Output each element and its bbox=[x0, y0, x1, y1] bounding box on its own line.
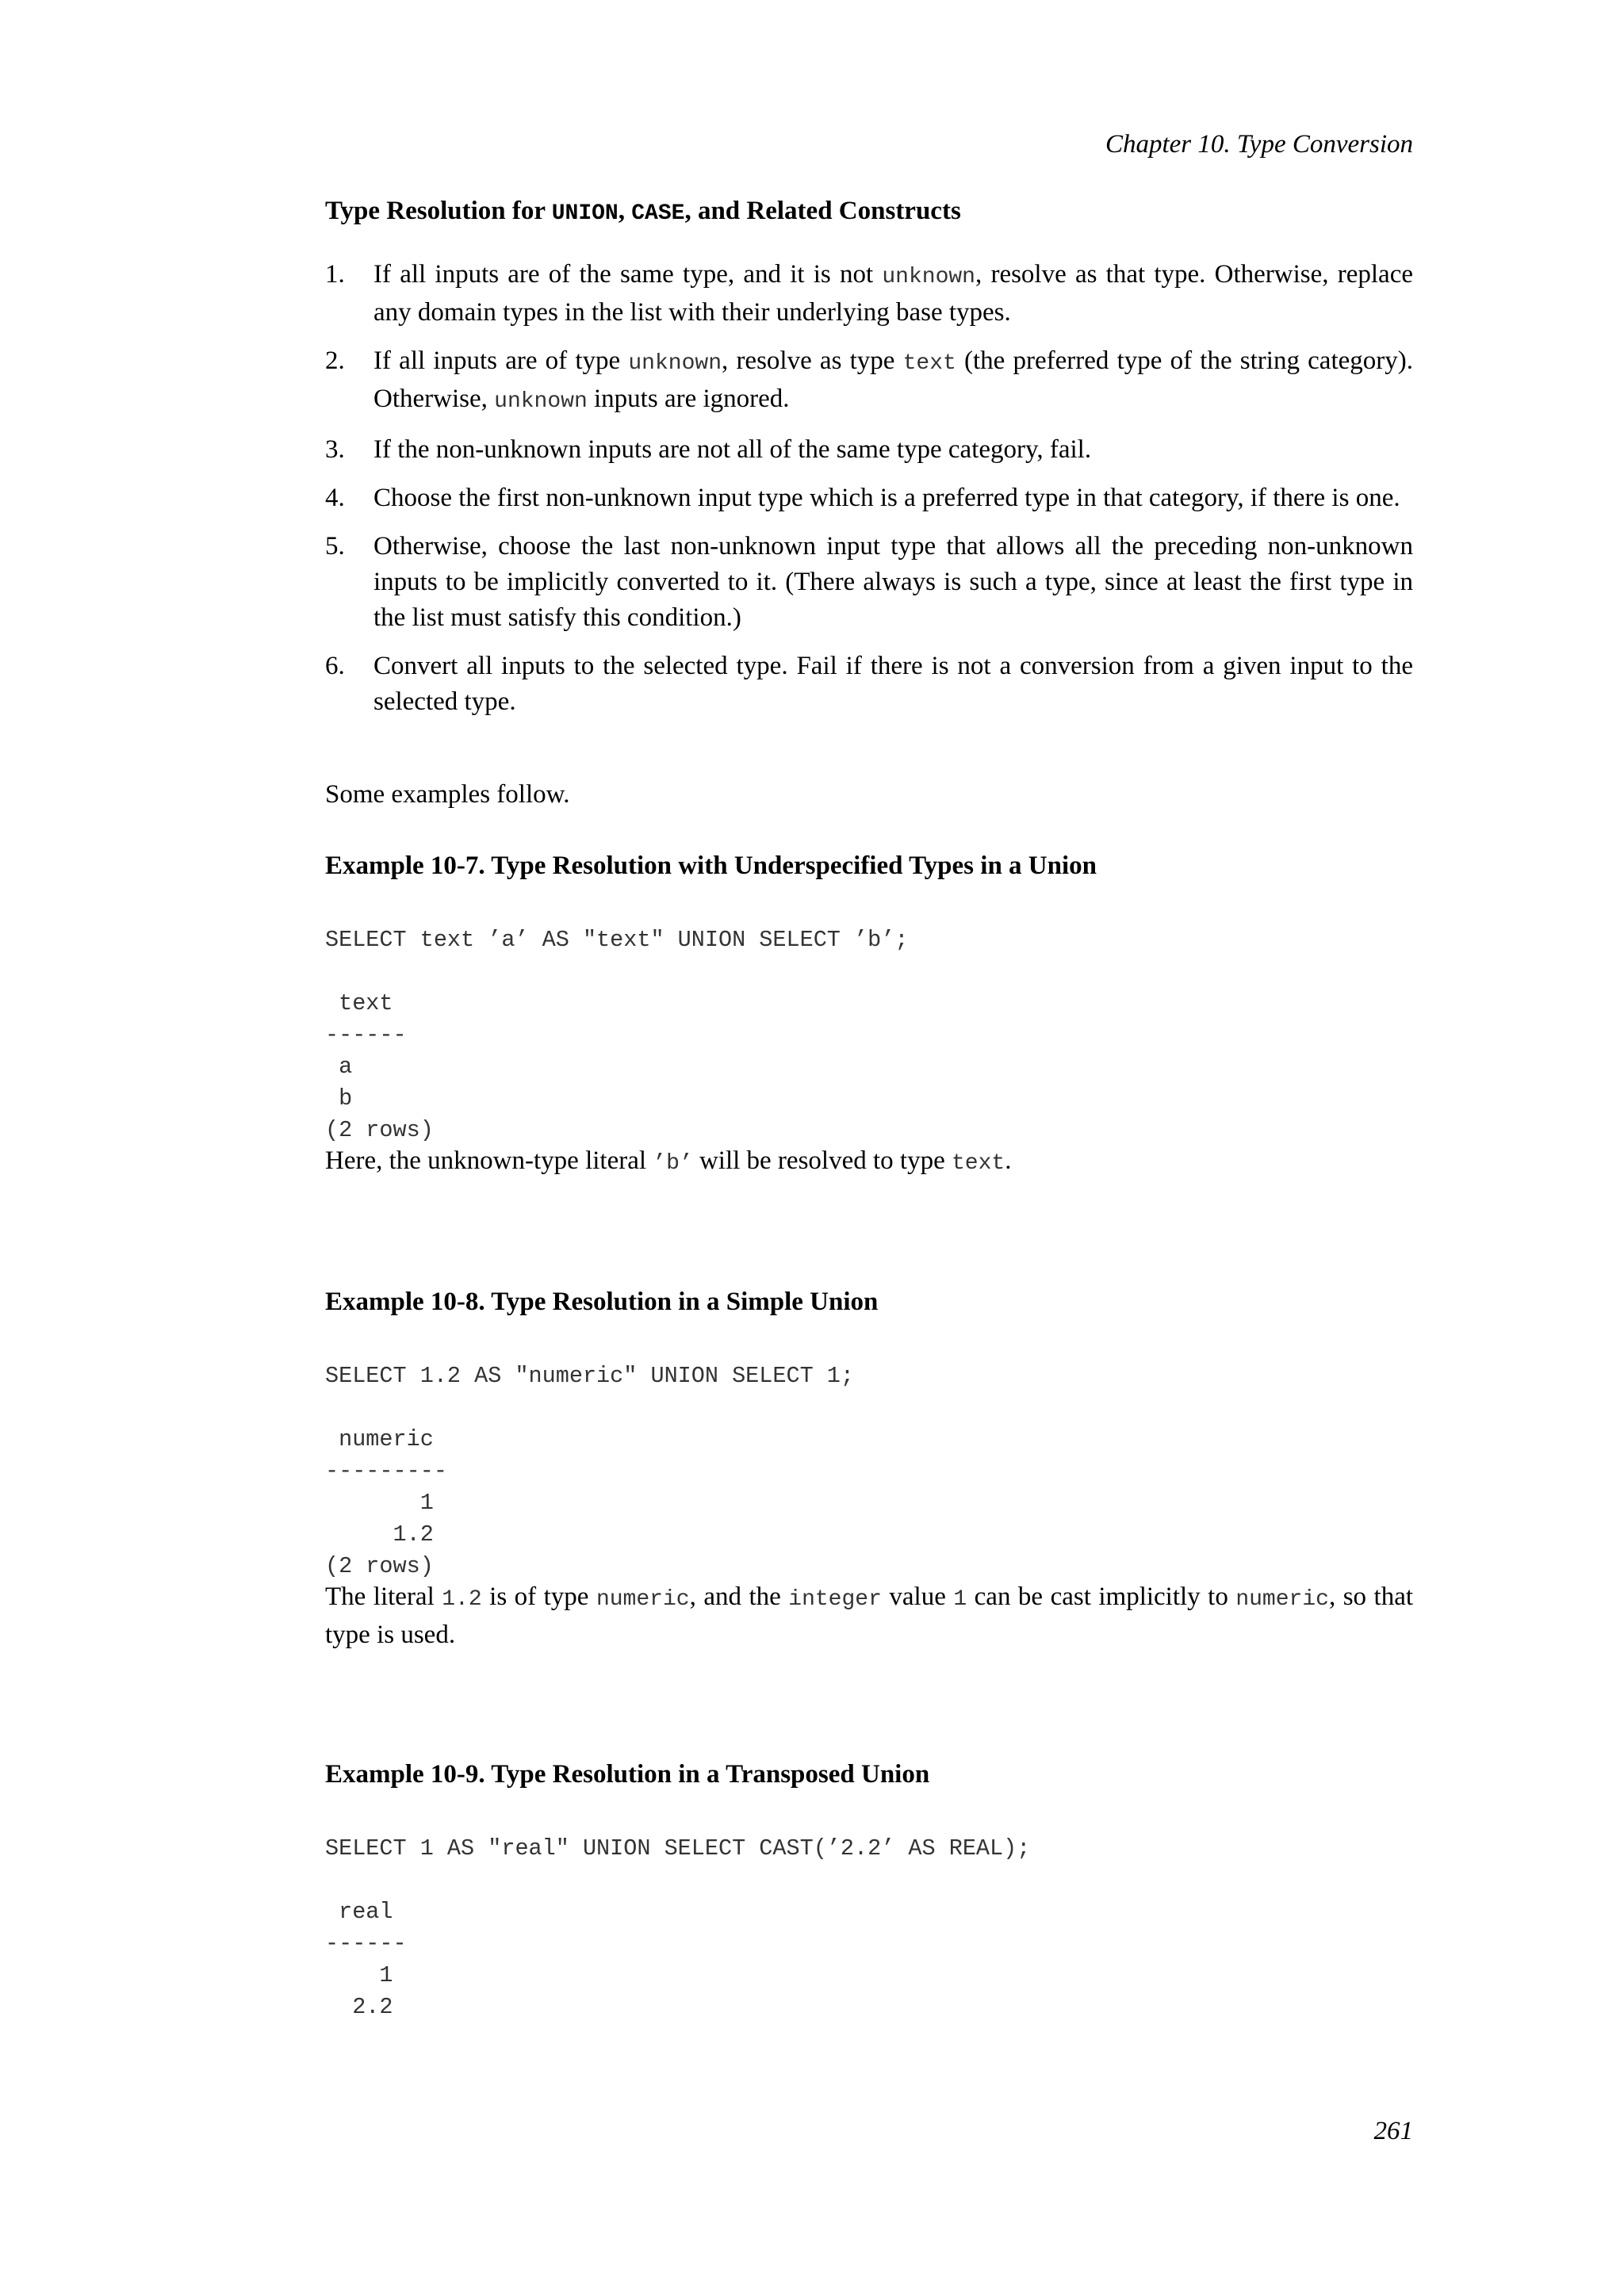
section-title-prefix: Type Resolution for bbox=[325, 197, 552, 225]
example-note bbox=[325, 1579, 1413, 1653]
example-title: Example 10-7. Type Resolution with Underspecified Types in a Union bbox=[325, 851, 1097, 880]
step-number: 4. bbox=[325, 484, 345, 512]
text-run: If all inputs are of the same type, and it is not bbox=[373, 260, 883, 289]
step-number: 6. bbox=[325, 652, 345, 680]
text-run: If the non-unknown inputs are not all of the same type category, fail. bbox=[373, 435, 1092, 464]
step-number: 2. bbox=[325, 346, 345, 375]
sql-query: SELECT 1.2 AS "numeric" UNION SELECT 1; bbox=[325, 1363, 855, 1389]
step-text bbox=[373, 260, 1413, 327]
inline-code: ’b’ bbox=[653, 1151, 693, 1176]
inline-code: unknown bbox=[628, 351, 722, 376]
query-result: real ------ 1 2.2 bbox=[325, 1899, 407, 2020]
text-run: can be cast implicitly to bbox=[967, 1582, 1236, 1611]
inline-code: text bbox=[951, 1151, 1005, 1176]
inline-code: text bbox=[902, 351, 956, 376]
section-title-suffix: , and Related Constructs bbox=[684, 197, 961, 225]
example-title: Example 10-8. Type Resolution in a Simple Union bbox=[325, 1288, 879, 1316]
text-run: , resolve as type bbox=[722, 346, 903, 375]
text-run: Here, the unknown-type literal bbox=[325, 1146, 653, 1175]
inline-code: 1.2 bbox=[442, 1587, 482, 1612]
step-item bbox=[325, 257, 1413, 331]
text-run: will be resolved to type bbox=[692, 1146, 952, 1175]
query-result: numeric --------- 1 1.2 (2 rows) bbox=[325, 1426, 447, 1579]
text-run: , so that type is used. bbox=[325, 1582, 1414, 1649]
step-text bbox=[373, 435, 1091, 464]
text-run: , resolve as that type. Otherwise, replace any domain types in the list with their underlying base types. bbox=[373, 260, 1413, 327]
step-text bbox=[373, 484, 1400, 512]
text-run: Convert all inputs to the selected type. Fail if there is not a conversion from a given input to the selected type. bbox=[373, 652, 1413, 716]
step-item bbox=[325, 529, 1413, 636]
inline-code: numeric bbox=[1235, 1587, 1329, 1612]
page-number: 261 bbox=[1373, 2117, 1413, 2145]
step-item bbox=[325, 480, 1413, 516]
step-text bbox=[373, 652, 1413, 716]
text-run: is of type bbox=[481, 1582, 596, 1611]
text-run: . bbox=[1005, 1146, 1012, 1175]
text-run: value bbox=[881, 1582, 954, 1611]
section-title bbox=[325, 193, 961, 232]
text-run: Choose the first non-unknown input type which is a preferred type in that category, if there is one. bbox=[373, 484, 1400, 512]
section-title-code-union: UNION bbox=[551, 201, 619, 226]
step-number: 5. bbox=[325, 532, 345, 561]
example-note bbox=[325, 1143, 1413, 1181]
step-item bbox=[325, 343, 1413, 419]
sql-query: SELECT text ’a’ AS "text" UNION SELECT ’b’; bbox=[325, 927, 909, 953]
step-item bbox=[325, 649, 1413, 720]
section-title-separator: , bbox=[618, 197, 632, 225]
inline-code: 1 bbox=[953, 1587, 967, 1612]
text-run: inputs are ignored. bbox=[587, 385, 790, 413]
step-text bbox=[373, 532, 1413, 632]
inline-code: integer bbox=[788, 1587, 882, 1612]
step-text bbox=[373, 346, 1413, 413]
step-item bbox=[325, 432, 1413, 468]
step-number: 1. bbox=[325, 260, 345, 289]
resolution-steps-list bbox=[325, 257, 1413, 733]
example-title: Example 10-9. Type Resolution in a Transposed Union bbox=[325, 1760, 930, 1789]
inline-code: unknown bbox=[882, 265, 975, 289]
sql-query: SELECT 1 AS "real" UNION SELECT CAST(’2.2’ AS REAL); bbox=[325, 1835, 1031, 1862]
text-run: If all inputs are of type bbox=[373, 346, 629, 375]
running-header: Chapter 10. Type Conversion bbox=[1105, 130, 1413, 159]
text-run: , and the bbox=[689, 1582, 789, 1611]
text-run: Otherwise, choose the last non-unknown input type that allows all the preceding non-unknown inputs to be implicitly converted to it. (There always is such a type, since at least the first type in the list must satisfy this condition.) bbox=[373, 532, 1413, 632]
query-result: text ------ a b (2 rows) bbox=[325, 990, 434, 1143]
inline-code: numeric bbox=[596, 1587, 690, 1612]
inline-code: unknown bbox=[494, 389, 588, 414]
step-number: 3. bbox=[325, 435, 345, 464]
section-title-code-case: CASE bbox=[631, 201, 685, 226]
text-run: (the preferred type of the string category). Otherwise, bbox=[373, 346, 1413, 413]
intro-paragraph: Some examples follow. bbox=[325, 780, 570, 809]
text-run: The literal bbox=[325, 1582, 442, 1611]
